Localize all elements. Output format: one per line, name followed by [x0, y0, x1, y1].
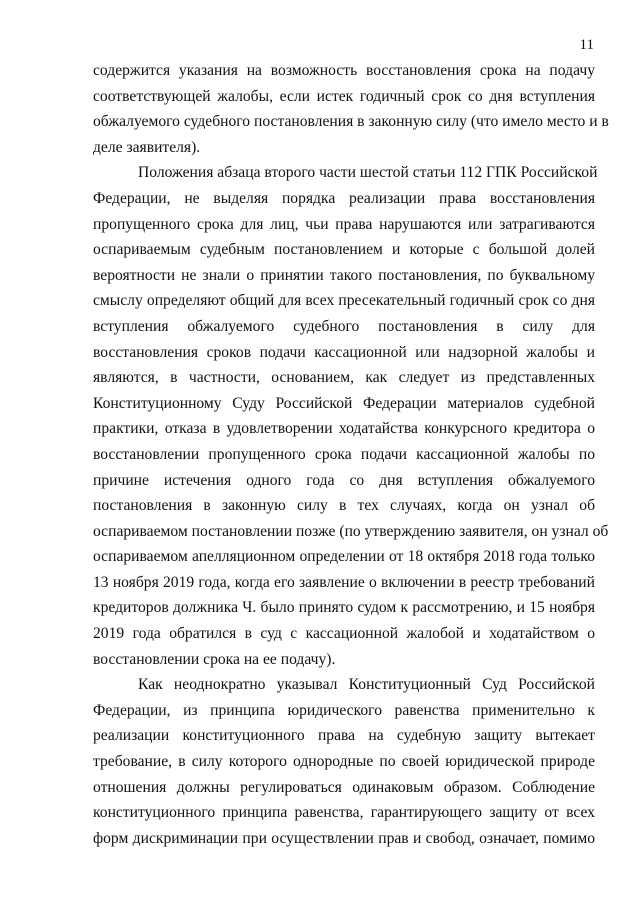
paragraph-continuation: [93, 58, 609, 160]
text-line: вероятности не знали о принятии такого постановления, по буквальному: [93, 266, 595, 284]
text-line: восстановлении срока на ее подачу).: [93, 650, 336, 668]
text-line: постановления в законную силу в тех случаях, когда он узнал об: [93, 497, 595, 515]
text-line: форм дискриминации при осуществлении прав и свобод, означает, помимо: [93, 829, 595, 847]
text-line: восстановлении пропущенного срока подачи кассационной жалобы по: [93, 445, 595, 463]
text-line: отношения должны регулироваться одинаковым образом. Соблюдение: [93, 778, 595, 796]
text-line: деле заявителя).: [93, 138, 201, 156]
text-line: Федерации, не выделяя порядка реализации права восстановления: [93, 189, 595, 207]
text-line: оспариваемом постановлении позже (по утверждению заявителя, он узнал об: [93, 522, 609, 540]
text-line: Положения абзаца второго части шестой статьи 112 ГПК Российской: [138, 164, 598, 182]
text-line: кредиторов должника Ч. было принято судом к рассмотрению, и 15 ноября: [93, 599, 595, 617]
text-line: содержится указания на возможность восстановления срока на подачу: [93, 62, 595, 79]
text-line: Конституционному Суду Российской Федерации материалов судебной: [93, 394, 595, 412]
text-line: вступления обжалуемого судебного постановления в силу для: [93, 317, 595, 335]
text-line: причине истечения одного года со дня вступления обжалуемого: [93, 471, 595, 489]
paragraph-article-112: [93, 160, 609, 672]
text-line: соответствующей жалобы, если истек годичный срок со дня вступления: [93, 87, 595, 105]
text-line: 13 ноября 2019 года, когда его заявление о включении в реестр требований: [93, 573, 595, 591]
text-line: реализации конституционного права на судебную защиту вытекает: [93, 727, 595, 745]
text-line: Как неоднократно указывал Конституционный Суд Российской: [138, 676, 595, 694]
page-number: 11: [579, 37, 594, 53]
text-line: пропущенного срока для лиц, чьи права нарушаются или затрагиваются: [93, 215, 595, 233]
text-line: являются, в частности, основанием, как следует из представленных: [93, 369, 595, 387]
text-line: оспариваемым судебным постановлением и которые с большой долей: [93, 241, 595, 259]
text-line: восстановления сроков подачи кассационной или надзорной жалобы и: [93, 343, 595, 361]
text-line: Федерации, из принципа юридического равенства применительно к: [93, 701, 595, 719]
text-line: конституционного принципа равенства, гарантирующего защиту от всех: [93, 804, 595, 822]
paragraph-equality-principle: [93, 672, 595, 851]
text-line: смыслу определяют общий для всех пресекательный годичный срок со дня: [93, 292, 595, 310]
text-line: требование, в силу которого однородные по своей юридической природе: [93, 753, 595, 771]
text-line: практики, отказа в удовлетворении ходатайства конкурсного кредитора о: [93, 420, 595, 438]
document-body: [93, 58, 609, 851]
text-line: оспариваемом апелляционном определении от 18 октября 2018 года только: [93, 548, 595, 566]
text-line: обжалуемого судебного постановления в законную силу (что имело место и в: [93, 113, 609, 131]
text-line: 2019 года обратился в суд с кассационной жалобой и ходатайством о: [93, 625, 595, 643]
